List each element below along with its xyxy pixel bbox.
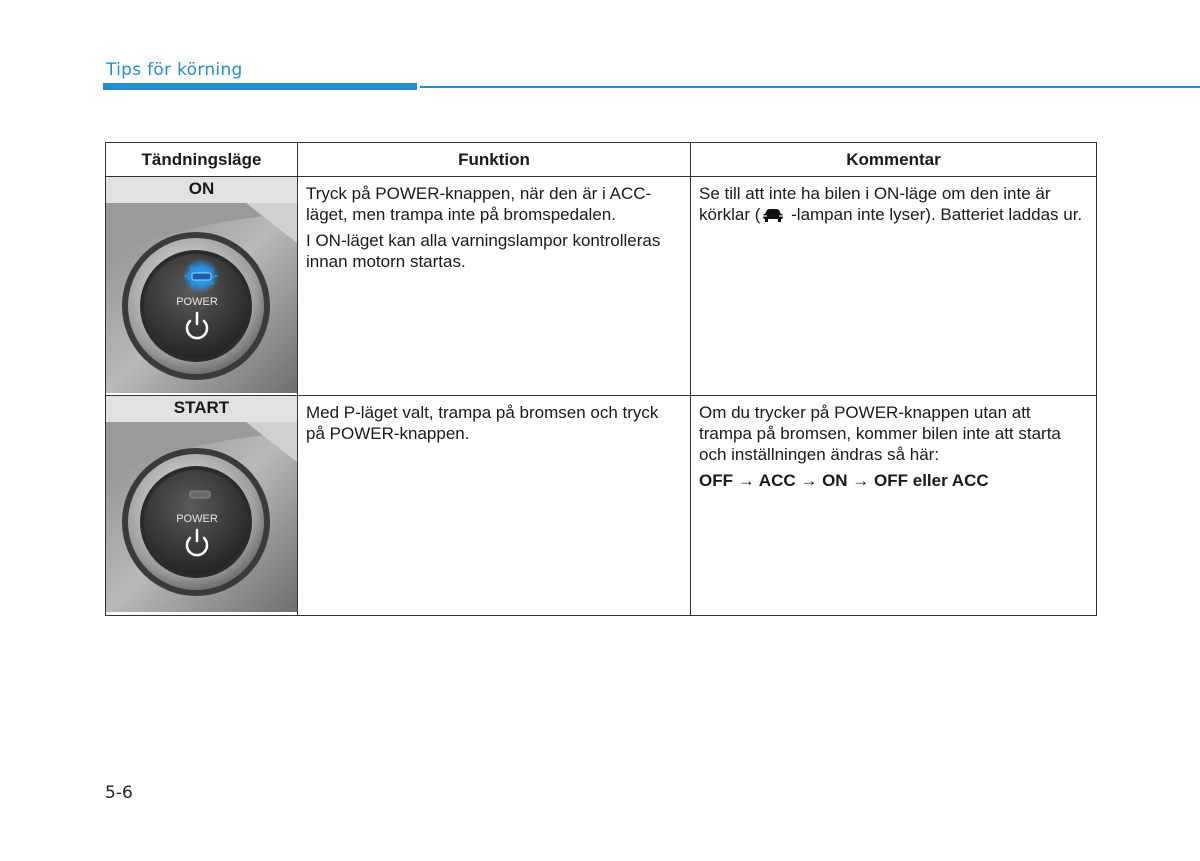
- mode-cell-on: [106, 177, 298, 396]
- comment-cell-on: [691, 177, 1097, 396]
- comment-text-after-icon: -lampan inte lyser). Batteriet laddas ur.: [786, 205, 1083, 224]
- car-ready-indicator-icon: [760, 207, 786, 223]
- comment-cell-start: [691, 396, 1097, 616]
- power-label: POWER: [176, 513, 218, 525]
- comment-paragraph: Om du trycker på POWER-knappen utan att trampa på bromsen, kommer bilen inte att starta och inställningen ändras så här:: [699, 403, 1061, 464]
- table-row: [106, 177, 1097, 396]
- power-label: POWER: [176, 296, 218, 308]
- function-cell-on: [298, 177, 691, 396]
- page-number: 5-6: [105, 783, 133, 803]
- ignition-table: [105, 142, 1097, 616]
- mode-sequence: OFF → ACC → ON → OFF eller ACC: [699, 471, 989, 490]
- power-button-start-image: [106, 422, 297, 612]
- column-header-mode: Tändningsläge: [106, 143, 298, 177]
- table-header-row: [106, 143, 1097, 177]
- section-title: Tips för körning: [106, 60, 243, 80]
- function-paragraph: I ON-läget kan alla varningslampor kontrolleras innan motorn startas.: [306, 231, 661, 271]
- header-rule-thin: [420, 86, 1200, 88]
- column-header-function: Funktion: [298, 143, 691, 177]
- column-header-comment: Kommentar: [691, 143, 1097, 177]
- function-cell-start: [298, 396, 691, 616]
- mode-label-on: ON: [106, 177, 297, 203]
- table-row: [106, 396, 1097, 616]
- power-button-on-image: [106, 203, 297, 393]
- comment-text-before-icon: Se till att inte ha bilen i ON-läge om den inte är körklar (: [699, 184, 1051, 224]
- mode-cell-start: [106, 396, 298, 616]
- function-paragraph: Med P-läget valt, trampa på bromsen och tryck på POWER-knappen.: [306, 403, 659, 443]
- function-paragraph: Tryck på POWER-knappen, när den är i ACC-läget, men trampa inte på bromspedalen.: [306, 184, 652, 224]
- header-rule-thick: [103, 83, 417, 90]
- comment-paragraph: [699, 183, 1088, 225]
- mode-label-start: START: [106, 396, 297, 422]
